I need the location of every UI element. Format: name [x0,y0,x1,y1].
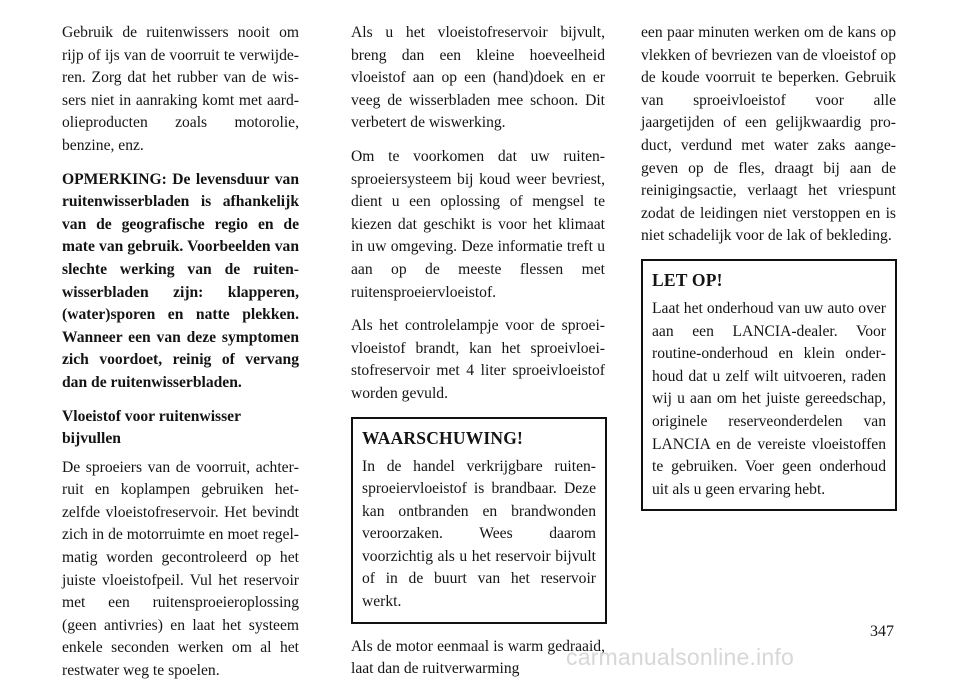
section-heading-washer-fluid: Vloeistof voor ruitenwisser bijvullen [62,407,241,448]
column-middle [351,22,605,681]
page-number: 347 [870,623,894,640]
caution-text: Laat het onderhoud van uw auto over aan een LANCIA-dealer. Voor routine-onderhoud en klein onderhoud dat u zelf wilt uitvoeren, raden wij u aan om het juiste gereedschap, originele reserveonderdelen van LANCIA en de vereiste vloeistoffen te gebruiken. Voer geen onderhoud uit als u geen ervaring hebt. [652,299,886,498]
warning-box [351,417,607,624]
paragraph-defroster-continued: een paar minuten werken om de kans op vlekken of bevriezen van de vloeistof op de koude voorruit te beperken. Gebruik van sproeivloeistof voor alle jaargetijden of een gelijkwaardig product, verdund met water zaks aangegeven op de fles, draagt bij aan de reinigingsactie, verlaagt het vriespunt zodat de leidingen niet verstoppen en is niet schadelijk voor de lak of bekleding. [641,24,896,245]
caution-title: LET OP! [652,269,723,290]
warning-text: In de handel verkrijgbare ruitensproeiervloeistof is brandbaar. Deze kan ontbranden en brandwonden veroorzaken. Wees daarom voorzichtig als u het reservoir bijvult of in de buurt van het reservoir werkt. [362,457,596,611]
paragraph-warning-lamp: Als het controlelampje voor de sproeivloeistof brandt, kan het sproeivloeistofreservoir met 4 liter sproeivloeistof worden gevuld. [351,317,605,402]
caution-box [641,259,897,511]
paragraph-refill-tip: Als u het vloeistofreservoir bijvult, breng dan een kleine hoeveelheid vloeistof aan op een (hand)doek en er veeg de wisserbladen mee schoon. Dit verbetert de wiswerking. [351,24,605,132]
column-left [62,22,299,683]
paragraph-defroster-start: Als de motor eenmaal is warm gedraaid, laat dan de ruitverwarming [351,637,605,678]
paragraph-washer-reservoir: De sproeiers van de voorruit, achterruit en koplampen gebruiken hetzelfde vloeistofreservoir. Het bevindt zich in de motorruimte en moet regelmatig worden gecontroleerd op het juiste vloeistofpeil. Vul het reservoir met een ruitensproeieroplossing (geen antivries) en laat het systeem enkele seconden werken om al het restwater weg te spoelen. [62,458,299,680]
column-right [641,22,896,523]
watermark: carmanualsonline.info [566,644,794,670]
paragraph-freeze-protection: Om te voorkomen dat uw ruitensproeiersysteem bij koud weer bevriest, dient u een oplossing of mengsel te kiezen dat geschikt is voor het klimaat in uw omgeving. Deze informatie treft u aan op de meeste flessen met ruitensproeiervloeistof. [351,147,605,301]
warning-title: WAARSCHUWING! [362,427,524,448]
paragraph-wiper-usage: Gebruik de ruitenwissers nooit om rijp of ijs van de voorruit te verwijderen. Zorg dat het rubber van de wissers niet in aanraking komt met aardolieproducten zoals motorolie, benzine, enz. [62,24,299,154]
note-wiper-blade-life: OPMERKING: De levensduur van ruitenwisserbladen is afhankelijk van de geografische regio en de mate van gebruik. Voorbeelden van slechte werking van de ruitenwisserbladen zijn: klapperen, (water)sporen en natte plekken. Wanneer een van deze symptomen zich voordoet, reinig of vervang dan de ruitenwisserbladen. [62,170,299,391]
